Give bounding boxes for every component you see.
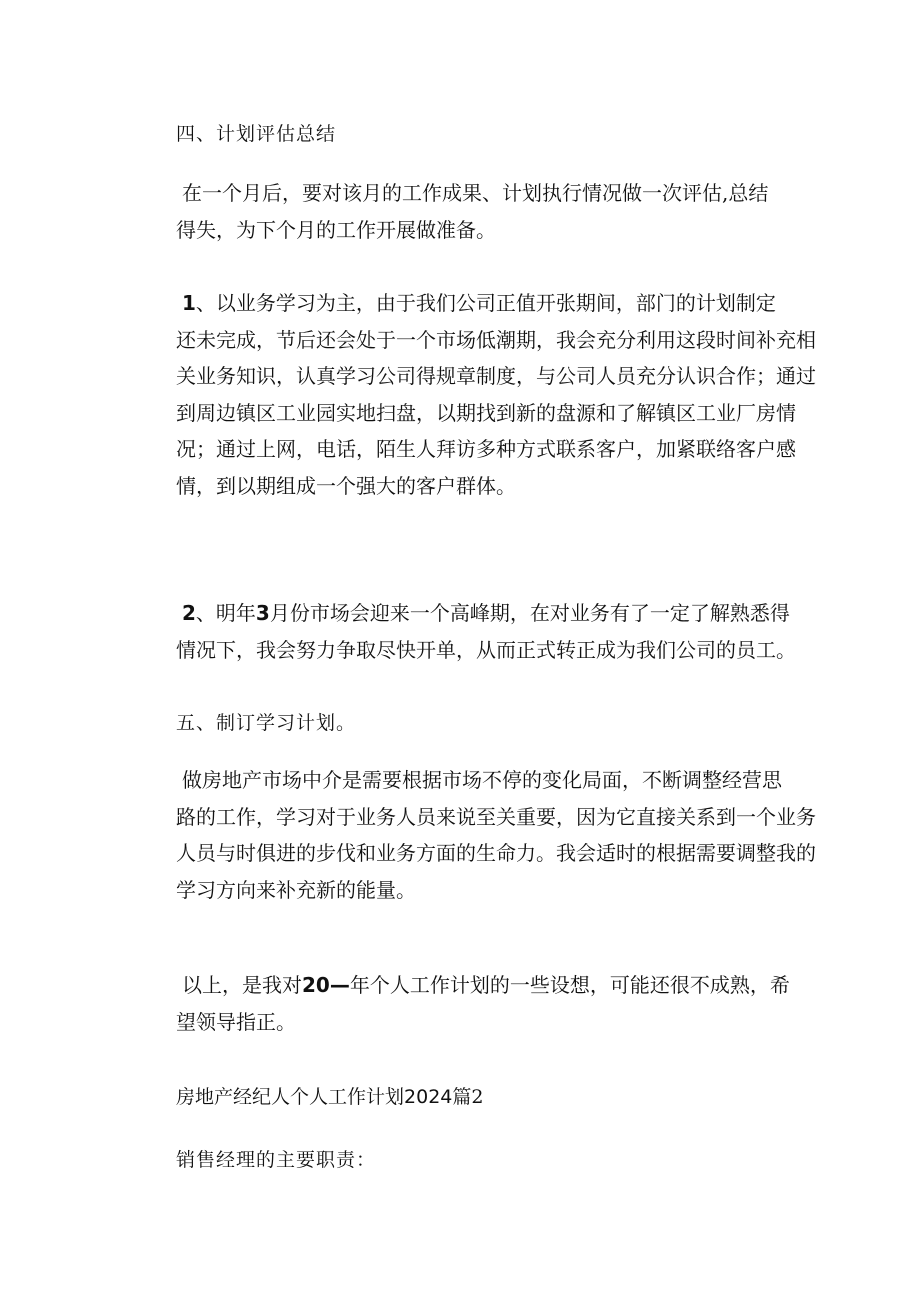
text-line: 还未完成，节后还会处于一个市场低潮期，我会充分利用这段时间补充相 xyxy=(176,327,816,352)
item-text: 、以业务学习为主，由于我们公司正值开张期间，部门的计划制定 xyxy=(195,291,776,315)
text-line xyxy=(176,967,790,1004)
text-line: 得失，为下个月的工作开展做准备。 xyxy=(176,217,496,242)
text-line xyxy=(176,285,776,322)
text-line: 况；通过上网，电话，陌生人拜访多种方式联系客户，加紧联络客户感 xyxy=(176,437,796,461)
text-line: 到周边镇区工业园实地扫盘，以期找到新的盘源和了解镇区工业厂房情 xyxy=(176,400,796,425)
text-line: 做房地产市场中介是需要根据市场不停的变化局面，不断调整经营思 xyxy=(182,768,782,792)
item-2-paragraph xyxy=(176,595,796,668)
text-line: 路的工作，学习对于业务人员来说至关重要，因为它直接关系到一个业务 xyxy=(176,804,816,829)
text-fragment: 、明年 xyxy=(195,601,256,625)
title-year: 2024 xyxy=(404,1086,453,1108)
study-paragraph xyxy=(176,762,816,908)
text-line xyxy=(176,595,790,632)
document-title-2 xyxy=(176,1087,483,1107)
text-fragment: 月份市场会迎来一个高峰期，在对业务有了一定了解熟悉得 xyxy=(269,601,790,625)
item-number: 1 xyxy=(182,291,196,315)
item-number: 2 xyxy=(182,601,196,625)
text-fragment: 年个人工作计划的一些设想，可能还很不成熟，希 xyxy=(349,973,790,997)
text-line: 在一个月后，要对该月的工作成果、计划执行情况做一次评估,总结 xyxy=(182,181,769,205)
text-line: 情况下，我会努力争取尽快开单，从而正式转正成为我们公司的员工。 xyxy=(176,637,796,662)
text-line: 学习方向来补充新的能量。 xyxy=(176,877,416,902)
section-heading-study-plan: 五、制订学习计划。 xyxy=(176,712,357,734)
text-line: 望领导指正。 xyxy=(176,1009,296,1034)
text-line: 情，到以期组成一个强大的客户群体。 xyxy=(176,473,516,498)
text-line: 关业务知识，认真学习公司得规章制度，与公司人员充分认识合作；通过 xyxy=(176,364,816,388)
title-suffix: 篇2 xyxy=(452,1086,484,1108)
evaluation-paragraph xyxy=(176,175,769,248)
closing-paragraph xyxy=(176,967,790,1040)
text-fragment: 以上，是我对 xyxy=(182,973,302,997)
month-number: 3 xyxy=(255,601,270,625)
section-heading-sales-manager-duties: 销售经理的主要职责： xyxy=(176,1149,377,1171)
year-placeholder: 20— xyxy=(302,973,350,997)
text-line: 人员与时俱进的步伐和业务方面的生命力。我会适时的根据需要调整我的 xyxy=(176,841,816,865)
title-text: 房地产经纪人个人工作计划 xyxy=(176,1086,405,1108)
section-heading-plan-evaluation: 四、计划评估总结 xyxy=(176,123,337,145)
item-1-paragraph xyxy=(176,285,816,504)
